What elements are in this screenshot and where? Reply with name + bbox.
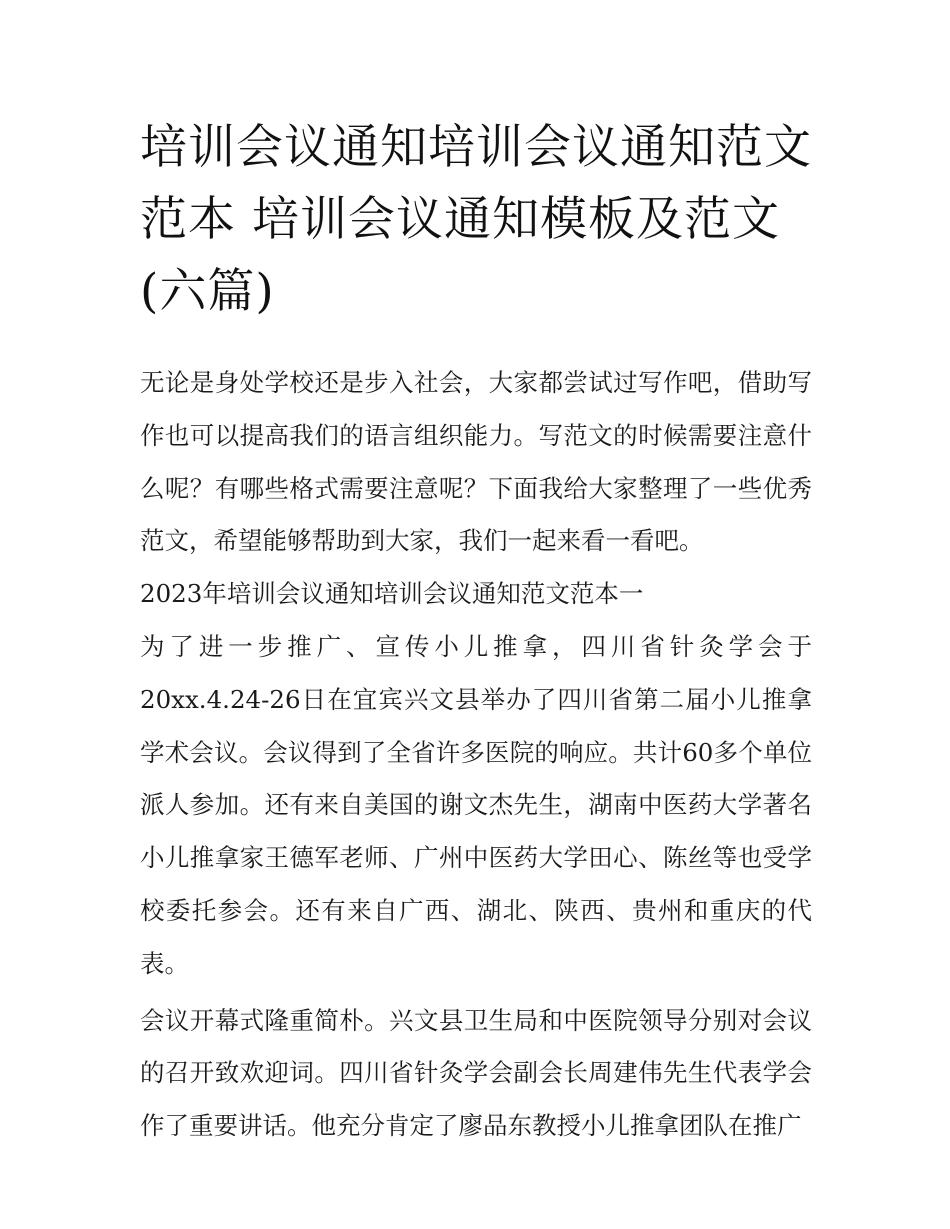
document-body xyxy=(140,357,812,1153)
intro-paragraph: 无论是身处学校还是步入社会，大家都尝试过写作吧，借助写作也可以提高我们的语言组织能力。写范文的时候需要注意什么呢？有哪些格式需要注意呢？下面我给大家整理了一些优秀范文，希望能够帮助到大家，我们一起来看一看吧。 xyxy=(140,368,812,556)
body-paragraph: 会议开幕式隆重简朴。兴文县卫生局和中医院领导分别对会议的召开致欢迎词。四川省针灸学会副会长周建伟先生代表学会作了重要讲话。他充分肯定了廖品东教授小儿推拿团队在推广 xyxy=(140,1005,812,1141)
section-heading: 2023年培训会议通知培训会议通知范文范本一 xyxy=(140,579,644,609)
body-paragraph: 为了进一步推广、宣传小儿推拿，四川省针灸学会于20xx.4.24-26日在宜宾兴文县举办了四川省第二届小儿推拿学术会议。会议得到了全省许多医院的响应。共计60多个单位派人参加。还有来自美国的谢文杰先生，湖南中医药大学著名小儿推拿家王德军老师、广州中医药大学田心、陈丝等也受学校委托参会。还有来自广西、湖北、陕西、贵州和重庆的代表。 xyxy=(140,631,812,978)
document-title: 培训会议通知培训会议通知范文范本 培训会议通知模板及范文(六篇) xyxy=(140,120,812,319)
